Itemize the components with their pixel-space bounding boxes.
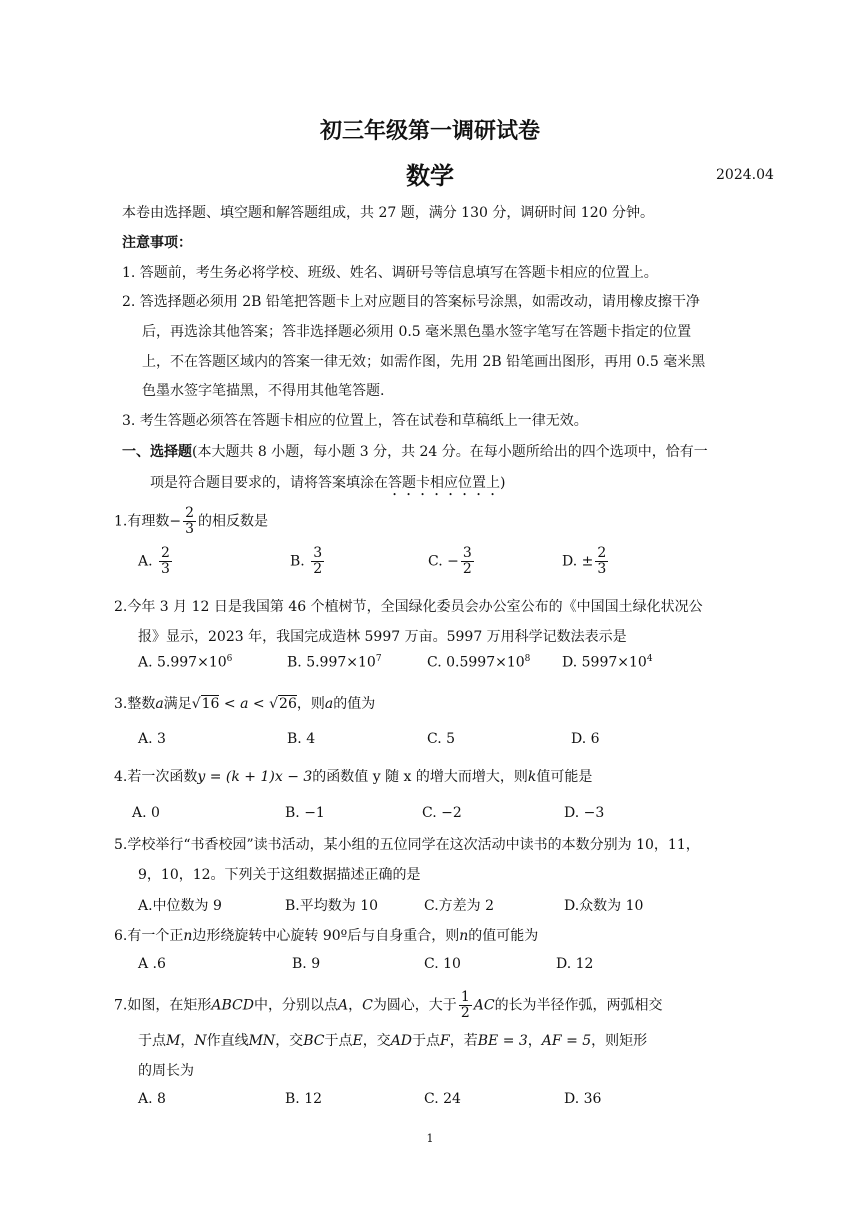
q7-half-frac [459,990,472,1021]
q7-option-a: A. 8 [138,1091,166,1107]
q7-l2g: ，若 [449,1033,478,1049]
q4-stem [114,766,592,786]
q1-fraction [183,506,196,537]
section-1-desc-line-2 [150,472,505,499]
q7-stem-line-1 [114,990,663,1021]
q3-root-16: 16 [201,696,220,712]
q7-point-f: F [440,1033,450,1049]
q3-var-a-2: a [240,696,249,712]
q2-stem-line-2: 报》显示，2023 年，我国完成造林 5997 万亩。5997 万用科学记数法表示是 [138,629,627,645]
q7-point-c: C [362,997,373,1014]
subject-title: 数学 [406,161,454,190]
q6-var-n: n [183,928,193,944]
section-1-desc-2b: 答题卡相应位置上 [388,475,500,491]
q7-l2a: 于点 [138,1033,166,1049]
q7-point-e: E [352,1033,363,1049]
q5-option-a: A.中位数为 9 [138,898,222,914]
q2-option-a [138,654,232,671]
q3-option-c: C. 5 [427,731,456,747]
q1-den: 3 [185,521,195,537]
q6-option-a: A .6 [138,956,166,972]
q1-b-frac [311,546,324,577]
q7-ad: AD [390,1033,413,1049]
q6-mid: 边形绕旋转中心旋转 90º后与自身重合，则 [192,928,460,944]
section-1-desc-2c: ) [500,475,506,491]
q4-option-d: D. −3 [564,805,605,821]
q2-d-exp: 4 [646,654,653,664]
q7-point-n: N [194,1033,207,1049]
q5-option-d: D.众数为 10 [564,898,644,914]
q1-d-den: 3 [597,561,607,577]
q3-root-26: 26 [279,696,297,712]
q5-stem-line-2: 9，10，12。下列关于这组数据描述正确的是 [138,867,421,883]
q7-option-b: B. 12 [285,1091,323,1107]
q7-be: BE = 3 [477,1033,528,1049]
notice-item-3: 3. 考生答题必须答在答题卡相应的位置上，答在试卷和草稿纸上一律无效。 [122,413,588,429]
q1-option-b [290,546,326,577]
q1-c-num: 3 [462,545,472,561]
q1-b-label: B. [290,553,305,570]
q2-option-d [562,654,653,671]
q3-lt-2: < [248,696,270,712]
q7-l1c: 为圆心，大于 [372,997,457,1014]
q7-l1a: 7.如图，在矩形 [114,997,212,1014]
q1-a-label: A. [138,553,153,570]
q7-sep3: ， [527,1033,542,1049]
page-number: 1 [426,1132,434,1145]
q2-a-base: A. 5.997×10 [138,654,227,671]
section-1-header [122,441,708,461]
q7-l2d: 于点 [324,1033,353,1049]
q3-pre: 3.整数 [114,696,156,712]
q2-option-b [287,654,382,671]
q7-sep2: ， [180,1033,195,1049]
q1-minus: − [169,513,182,530]
q1-option-c [428,546,476,577]
q1-d-num: 2 [597,545,607,561]
q7-option-d: D. 36 [564,1091,602,1107]
q7-ac: AC [473,997,495,1014]
q7-half-num: 1 [460,989,470,1005]
q1-d-sign: ± [581,553,594,570]
q1-num: 2 [185,505,195,521]
q1-c-frac [461,546,474,577]
page-title: 初三年级第一调研试卷 [319,118,540,144]
q2-b-base: B. 5.997×10 [287,654,376,671]
q7-mn: MN [248,1033,276,1049]
q7-sep1: ， [348,997,363,1014]
q7-stem-line-3: 的周长为 [138,1063,194,1079]
q3-option-b: B. 4 [287,731,316,747]
q1-option-d [562,546,610,577]
q6-pre: 6.有一个正 [114,928,184,944]
q6-option-c: C. 10 [424,956,461,972]
q3-var-a: a [155,696,164,712]
q1-c-den: 2 [462,561,472,577]
q7-l1b: 中，分别以点 [253,997,338,1014]
q7-stem-line-2 [138,1030,647,1050]
q6-var-n-2: n [459,928,469,944]
notice-item-2-line-1: 2. 答选择题必须用 2B 铅笔把答题卡上对应题目的答案标号涂黑，如需改动，请用橡皮擦干净 [122,294,700,310]
q6-option-b: B. 9 [292,956,321,972]
notice-item-2-line-2: 后，再选涂其他答案；答非选择题必须用 0.5 毫米黑色墨水签字笔写在答题卡指定的位置 [142,324,692,340]
q3-mid-2: ，则 [296,696,325,712]
q1-c-label: C. [428,553,443,570]
section-1-label: 一、选择题 [122,444,192,460]
exam-date: 2024.04 [716,167,774,183]
notice-item-2-line-3: 上，不在答题区域内的答案一律无效；如需作图，先用 2B 铅笔画出图形，再用 0.5 毫米黑 [142,354,706,370]
q7-l2f: 于点 [412,1033,441,1049]
q5-option-c: C.方差为 2 [424,898,495,914]
q2-a-exp: 6 [226,654,233,664]
q5-stem-line-1: 5.学校举行“书香校园”读书活动，某小组的五位同学在这次活动中读书的本数分别为 10，11， [114,837,700,853]
intro-text: 本卷由选择题、填空题和解答题组成，共 27 题，满分 130 分，调研时间 120 分钟。 [122,205,654,221]
q2-d-base: D. 5997×10 [562,654,647,671]
q4-option-b: B. −1 [285,805,325,821]
q4-option-c: C. −2 [422,805,462,821]
q6-stem [114,925,538,945]
q2-c-exp: 8 [524,654,531,664]
q3-stem: 3.整数a满足√16 < a < √26，则a的值为 [114,696,376,712]
q2-b-exp: 7 [375,654,382,664]
notice-item-1: 1. 答题前，考生务必将学校、班级、姓名、调研号等信息填写在答题卡相应的位置上。 [122,265,658,281]
q7-option-c: C. 24 [424,1091,461,1107]
q3-post: 的值为 [333,696,376,712]
q7-half-den: 2 [460,1005,470,1021]
q4-post: 值可能是 [536,769,593,785]
q3-lt-1: < [219,696,241,712]
q1-d-label: D. [562,553,578,570]
q7-af: AF = 5 [541,1033,592,1049]
q2-option-c [427,654,530,671]
q1-pre: 1.有理数 [114,513,170,530]
q7-l2c: ，交 [275,1033,304,1049]
q5-option-b: B.平均数为 10 [285,898,379,914]
q7-bc: BC [303,1033,325,1049]
q7-l2b: 作直线 [206,1033,249,1049]
notice-item-2-line-4: 色墨水签字笔描黑，不得用其他笔答题. [142,383,385,399]
q7-l1d: 的长为半径作弧，两弧相交 [494,997,663,1014]
q4-option-a: A. 0 [132,805,160,821]
q2-stem-line-1: 2.今年 3 月 12 日是我国第 46 个植树节，全国绿化委员会办公室公布的《中国国土绿化状况公 [114,599,703,615]
q7-abcd: ABCD [211,997,254,1014]
q1-a-den: 3 [161,561,170,577]
q1-post: 的相反数是 [198,513,269,530]
q7-point-a: A [337,997,349,1014]
q3-option-a: A. 3 [138,731,166,747]
q3-var-a-3: a [324,696,334,712]
section-1-desc-2a: 项是符合题目要求的，请将答案填涂在 [150,475,388,491]
q1-d-frac [595,546,608,577]
q7-l2h: ，则矩形 [591,1033,648,1049]
q1-a-num: 2 [161,545,170,561]
q3-option-d: D. 6 [571,731,600,747]
q4-var-k: k [527,769,537,785]
q1-c-sign: − [447,553,459,570]
q6-post: 的值可能为 [468,928,539,944]
q1-b-num: 3 [313,545,323,561]
q1-a-frac [159,546,172,577]
q6-option-d: D. 12 [556,956,594,972]
q4-pre: 4.若一次函数 [114,769,198,785]
q2-c-base: C. 0.5997×10 [427,654,525,671]
section-1-desc-1: (本大题共 8 小题，每小题 3 分，共 24 分。在每小题所给出的四个选项中，恰有一 [192,444,708,460]
q7-point-m: M [166,1033,181,1049]
q7-l2e: ，交 [362,1033,391,1049]
q1-b-den: 2 [313,561,323,577]
q4-formula: y = (k + 1)x − 3 [197,769,313,785]
q3-mid-1: 满足 [163,696,192,712]
notice-heading: 注意事项： [122,235,192,251]
q1-stem [114,506,268,537]
q4-mid: 的函数值 y 随 x 的增大而增大，则 [312,769,528,785]
q1-option-a [138,546,174,577]
